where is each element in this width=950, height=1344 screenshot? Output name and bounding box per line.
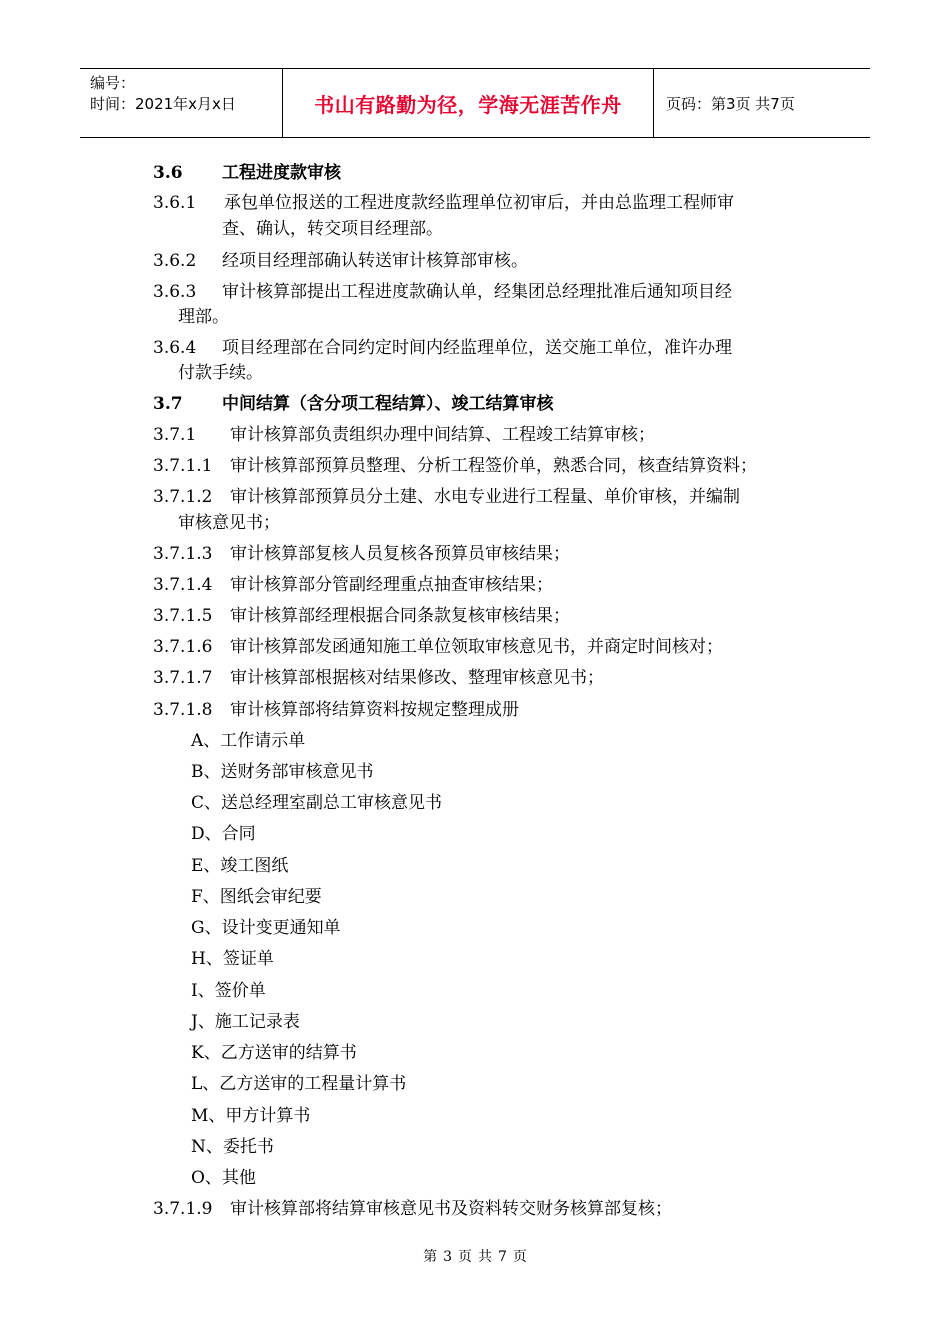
page-footer: 第 3 页 共 7 页 (423, 1249, 527, 1265)
list-item: B、送财务部审核意见书 (191, 762, 374, 782)
list-item: G、设计变更通知单 (191, 918, 341, 938)
list-item: F、图纸会审纪要 (191, 887, 322, 907)
list-item: C、送总经理室副总工审核意见书 (191, 793, 443, 813)
clause-continuation: 查、确认，转交项目经理部。 (222, 219, 443, 239)
list-item: A、工作请示单 (191, 731, 306, 751)
footer-page-number: 3 (443, 1249, 452, 1265)
list-item: M、甲方计算书 (191, 1106, 311, 1126)
list-item: I、签价单 (191, 981, 266, 1001)
list-item: O、其他 (191, 1168, 256, 1188)
clause-continuation: 审核意见书； (178, 513, 280, 533)
header-page-number: 页码：第3页 共7页 (666, 94, 795, 113)
list-item: D、合同 (191, 824, 256, 844)
clause-continuation: 理部。 (178, 307, 229, 327)
header-meta (80, 69, 282, 137)
header-motto: 书山有路勤为径，学海无涯苦作舟 (282, 69, 654, 137)
clause-continuation: 付款手续。 (178, 363, 263, 383)
list-item: J、施工记录表 (191, 1012, 300, 1032)
list-item: L、乙方送审的工程量计算书 (191, 1074, 407, 1094)
list-item: E、竣工图纸 (191, 856, 289, 876)
list-item: N、委托书 (191, 1137, 274, 1157)
page-header (80, 68, 870, 138)
document-date: 时间：2021年x月x日 (90, 95, 236, 113)
footer-total-pages: 7 (498, 1249, 507, 1265)
list-item: H、签证单 (191, 949, 274, 969)
list-item: K、乙方送审的结算书 (191, 1043, 357, 1063)
document-number: 编号： (90, 74, 136, 92)
